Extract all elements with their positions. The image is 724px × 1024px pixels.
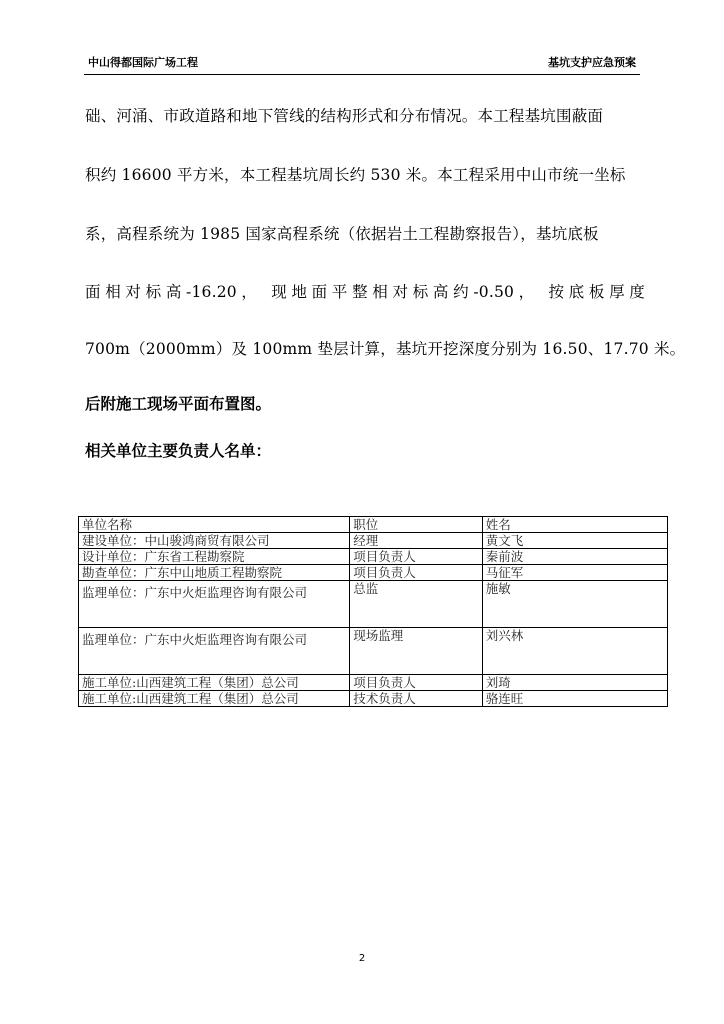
table-row bbox=[79, 549, 668, 565]
cell-person: 秦前波 bbox=[482, 549, 667, 565]
contacts-heading: 相关单位主要负责人名单： bbox=[85, 442, 272, 460]
attachment-heading: 后附施工现场平面布置图。 bbox=[85, 395, 272, 413]
header-position: 职位 bbox=[350, 517, 483, 533]
cell-unit bbox=[79, 581, 350, 628]
cell-position: 项目负责人 bbox=[350, 675, 483, 691]
cell-position: 技术负责人 bbox=[350, 691, 483, 707]
cell-position: 项目负责人 bbox=[350, 549, 483, 565]
paragraph-line-1: 础、河涌、市政道路和地下管线的结构形式和分布情况。本工程基坑围蔽面 bbox=[85, 107, 604, 125]
paragraph-line-5: 700m（2000mm）及 100mm 垫层计算，基坑开挖深度分别为 16.50、17.70 米。 bbox=[85, 340, 686, 358]
cell-position: 总监 bbox=[350, 581, 483, 628]
cell-unit bbox=[79, 628, 350, 675]
cell-position: 项目负责人 bbox=[350, 565, 483, 581]
cell-position: 经理 bbox=[350, 533, 483, 549]
header-unit-name: 单位名称 bbox=[79, 517, 350, 533]
cell-unit: 施工单位:山西建筑工程（集团）总公司 bbox=[79, 675, 350, 691]
cell-unit-text: 监理单位：广东中火炬监理咨询有限公司 bbox=[82, 632, 308, 647]
table-row bbox=[79, 533, 668, 549]
cell-position: 现场监理 bbox=[350, 628, 483, 675]
cell-unit-text: 监理单位：广东中火炬监理咨询有限公司 bbox=[82, 585, 308, 600]
header-project-name: 中山得都国际广场工程 bbox=[88, 56, 198, 69]
table-row bbox=[79, 581, 668, 628]
cell-person: 马征军 bbox=[482, 565, 667, 581]
table-row bbox=[79, 565, 668, 581]
cell-unit: 施工单位:山西建筑工程（集团）总公司 bbox=[79, 691, 350, 707]
cell-person: 施敏 bbox=[482, 581, 667, 628]
cell-person: 刘琦 bbox=[482, 675, 667, 691]
cell-person: 骆连旺 bbox=[482, 691, 667, 707]
table-row bbox=[79, 675, 668, 691]
table-row bbox=[79, 628, 668, 675]
paragraph-line-4: 面相对标高-16.20， 现地面平整相对标高约-0.50， 按底板厚度 bbox=[85, 283, 645, 301]
paragraph-line-2: 积约 16600 平方米，本工程基坑周长约 530 米。本工程采用中山市统一坐标 bbox=[85, 166, 626, 184]
table-row bbox=[79, 691, 668, 707]
header-name: 姓名 bbox=[482, 517, 667, 533]
contacts-table bbox=[78, 516, 668, 707]
cell-unit: 设计单位：广东省工程勘察院 bbox=[79, 549, 350, 565]
cell-person: 刘兴林 bbox=[482, 628, 667, 675]
paragraph-line-3: 系，高程系统为 1985 国家高程系统（依据岩土工程勘察报告），基坑底板 bbox=[85, 225, 599, 243]
header-document-title: 基坑支护应急预案 bbox=[548, 56, 636, 69]
cell-person: 黄文飞 bbox=[482, 533, 667, 549]
table-header-row bbox=[79, 517, 668, 533]
cell-unit: 勘查单位：广东中山地质工程勘察院 bbox=[79, 565, 350, 581]
page-header bbox=[84, 54, 640, 75]
page-number: 2 bbox=[358, 953, 366, 964]
cell-unit: 建设单位：中山骏鸿商贸有限公司 bbox=[79, 533, 350, 549]
